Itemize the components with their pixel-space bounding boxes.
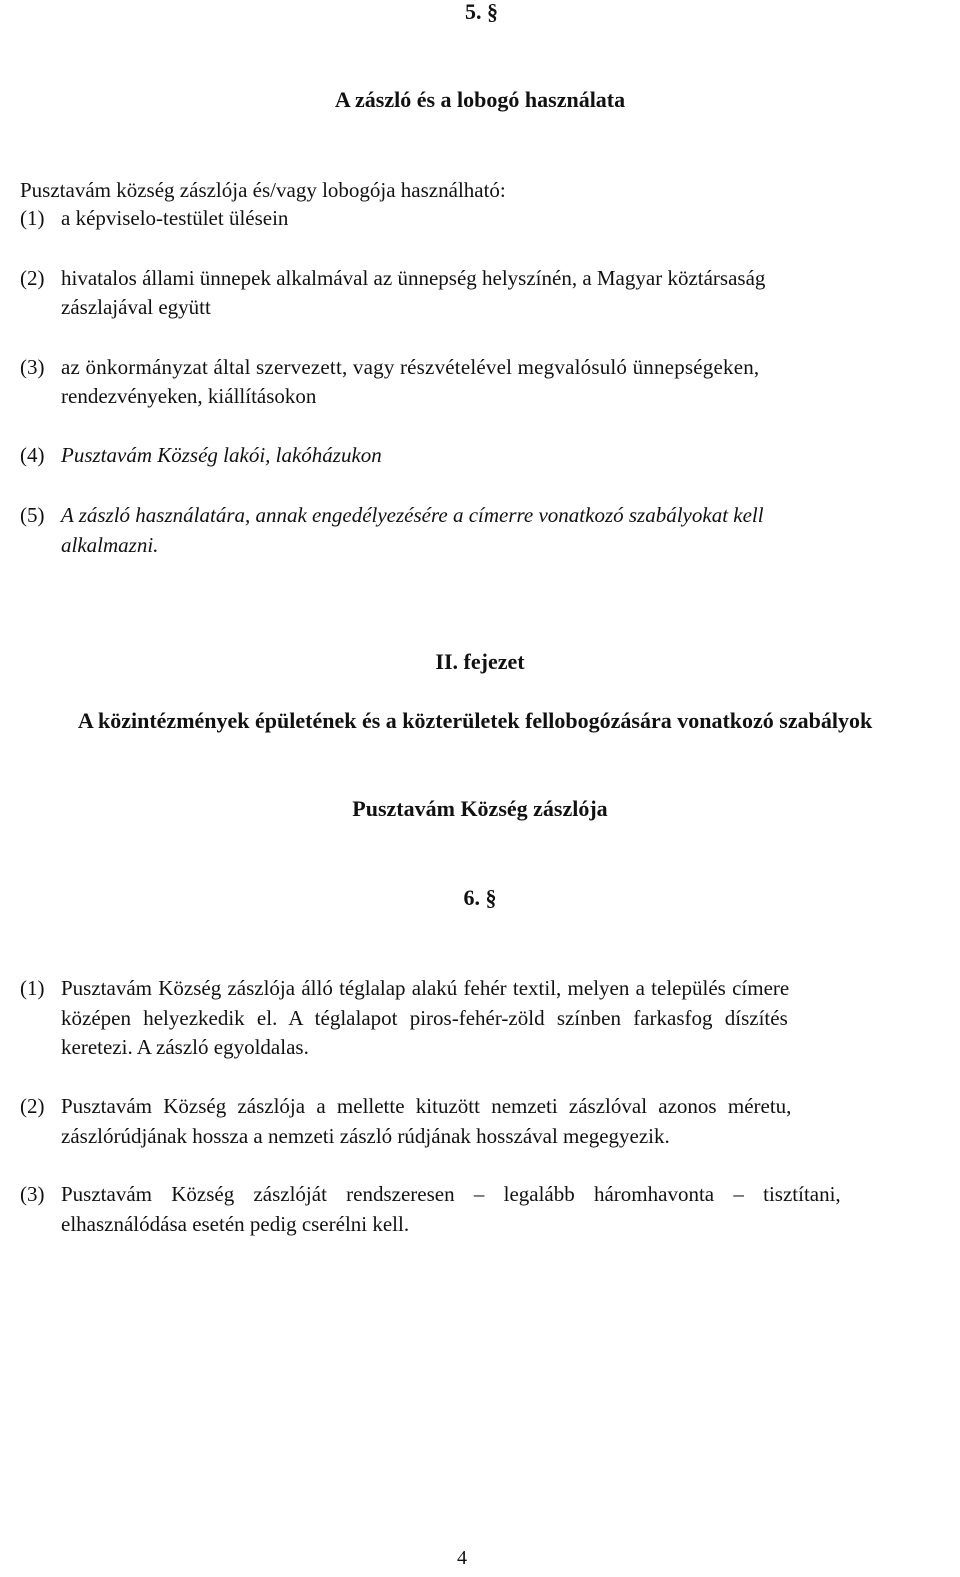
paragraph-line: zászlórúdjának hossza a nemzeti zászló rúdjának hosszával megegyezik.	[61, 1124, 670, 1148]
paragraph-line: keretezi. A zászló egyoldalas.	[61, 1035, 309, 1059]
item-text-line: a képviselo-testület ülésein	[61, 206, 289, 230]
section-6-number: 6. §	[463, 885, 497, 910]
chapter-title: A közintézmények épületének és a közterületek fellobogózására vonatkozó szabályok	[77, 708, 873, 733]
section-5-number: 5. §	[465, 0, 498, 24]
item-label: (2)	[20, 266, 45, 290]
paragraph-line: Pusztavám Község zászlója álló téglalap alakú fehér textil, melyen a település címere	[61, 976, 790, 1000]
item-label: (1)	[20, 206, 45, 230]
page-number: 4	[457, 1547, 467, 1569]
item-text-line: hivatalos állami ünnepek alkalmával az ünnepség helyszínén, a Magyar köztársaság	[61, 266, 766, 290]
paragraph-label: (3)	[20, 1182, 45, 1206]
item-text-line: az önkormányzat által szervezett, vagy részvételével megvalósuló ünnepségeken,	[61, 355, 760, 379]
item-text-line: rendezvényeken, kiállításokon	[61, 384, 317, 408]
chapter-number: II. fejezet	[435, 649, 525, 674]
item-label: (4)	[20, 443, 45, 467]
paragraph-label: (1)	[20, 976, 45, 1000]
chapter-subtitle: Pusztavám Község zászlója	[352, 796, 608, 821]
item-label: (3)	[20, 355, 45, 379]
paragraph-line: középen helyezkedik el. A téglalapot piros-fehér-zöld színben farkasfog díszítés	[61, 1006, 788, 1030]
paragraph-line: Pusztavám Község zászlója a mellette kituzött nemzeti zászlóval azonos méretu,	[61, 1094, 792, 1118]
item-text-line: A zászló használatára, annak engedélyezésére a címerre vonatkozó szabályokat kell	[61, 503, 764, 527]
paragraph-label: (2)	[20, 1094, 45, 1118]
item-label: (5)	[20, 503, 45, 527]
section-5-intro: Pusztavám község zászlója és/vagy lobogója használható:	[20, 178, 506, 202]
section-5-title: A zászló és a lobogó használata	[334, 87, 626, 112]
item-text-line: alkalmazni.	[61, 533, 159, 557]
item-text-line: Pusztavám Község lakói, lakóházukon	[61, 443, 382, 467]
item-text-line: zászlajával együtt	[61, 295, 211, 319]
paragraph-line: Pusztavám Község zászlóját rendszeresen – legalább háromhavonta – tisztítani,	[61, 1182, 841, 1206]
paragraph-line: elhasználódása esetén pedig cserélni kell.	[61, 1212, 410, 1236]
